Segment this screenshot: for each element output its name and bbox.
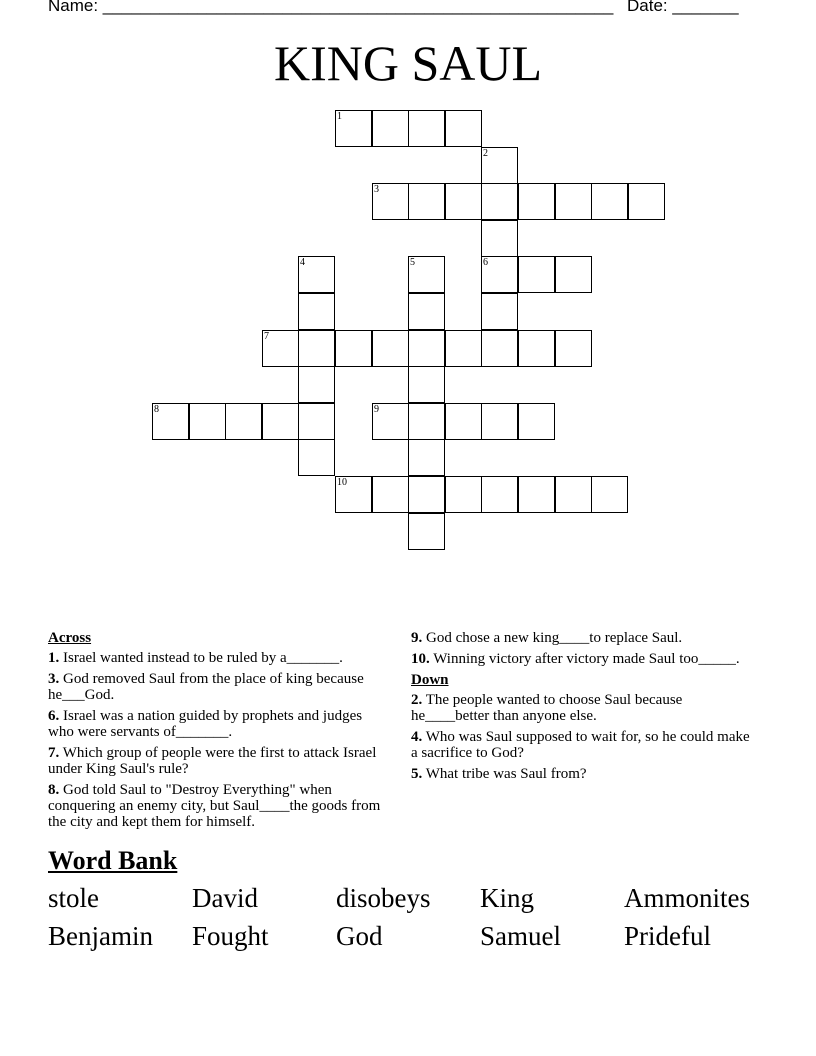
word-bank-item: stole (48, 883, 99, 913)
grid-cell[interactable] (518, 183, 555, 220)
grid-cell[interactable] (445, 403, 482, 440)
cell-number: 2 (483, 148, 488, 159)
word-bank (48, 882, 788, 952)
grid-cell[interactable] (335, 476, 372, 513)
grid-cell[interactable] (481, 403, 518, 440)
grid-cell[interactable] (445, 110, 482, 147)
clue-text: Who was Saul supposed to wait for, so he could make a sacrifice to God? (411, 729, 750, 761)
word-bank-item: Ammonites (624, 883, 750, 913)
word-bank-item: Benjamin (48, 921, 153, 951)
clue-across-10 (411, 651, 751, 667)
grid-cell[interactable] (481, 293, 518, 330)
grid-cell[interactable] (481, 183, 518, 220)
clue-number: 1. (48, 650, 60, 666)
clue-down-2 (411, 692, 751, 724)
grid-cell[interactable] (372, 183, 409, 220)
clue-number: 7. (48, 745, 60, 761)
clue-down-4 (411, 729, 751, 761)
grid-cell[interactable] (445, 183, 482, 220)
clue-across-3 (48, 671, 388, 703)
name-line: Name: ______________________________________________________ (48, 0, 614, 15)
clue-number: 8. (48, 782, 60, 798)
grid-cell[interactable] (298, 330, 335, 367)
grid-cell[interactable] (262, 403, 299, 440)
grid-cell[interactable] (518, 403, 555, 440)
grid-cell[interactable] (481, 220, 518, 257)
cell-number: 7 (264, 331, 269, 342)
grid-cell[interactable] (591, 476, 628, 513)
grid-cell[interactable] (481, 476, 518, 513)
word-bank-item: Fought (192, 921, 269, 951)
clue-text: The people wanted to choose Saul because he____better than anyone else. (411, 692, 683, 724)
grid-cell[interactable] (628, 183, 665, 220)
grid-cell[interactable] (408, 330, 445, 367)
clue-down-5 (411, 766, 751, 782)
word-bank-item: David (192, 883, 258, 913)
grid-cell[interactable] (445, 330, 482, 367)
cell-number: 3 (374, 184, 379, 195)
clue-text: Winning victory after victory made Saul too_____. (433, 651, 740, 667)
cell-number: 4 (300, 257, 305, 268)
clues-column-right (411, 630, 751, 787)
clue-across-6 (48, 708, 388, 740)
cell-number: 8 (154, 404, 159, 415)
word-bank-item: disobeys (336, 883, 431, 913)
cell-number: 1 (337, 111, 342, 122)
grid-cell[interactable] (408, 256, 445, 293)
grid-cell[interactable] (408, 513, 445, 550)
grid-cell[interactable] (408, 366, 445, 403)
grid-cell[interactable] (225, 403, 262, 440)
clue-number: 9. (411, 630, 423, 646)
grid-cell[interactable] (555, 256, 592, 293)
cell-number: 5 (410, 257, 415, 268)
grid-cell[interactable] (298, 439, 335, 476)
cell-number: 6 (483, 257, 488, 268)
grid-cell[interactable] (481, 147, 518, 184)
clue-number: 2. (411, 692, 423, 708)
clue-text: What tribe was Saul from? (425, 766, 587, 782)
grid-cell[interactable] (445, 476, 482, 513)
clue-text: God chose a new king____to replace Saul. (426, 630, 683, 646)
grid-cell[interactable] (335, 110, 372, 147)
grid-cell[interactable] (372, 476, 409, 513)
grid-cell[interactable] (555, 330, 592, 367)
clue-across-7 (48, 745, 388, 777)
date-line: Date: _______ (627, 0, 739, 15)
grid-cell[interactable] (335, 330, 372, 367)
clue-across-8 (48, 782, 388, 830)
grid-cell[interactable] (372, 110, 409, 147)
clue-text: Israel wanted instead to be ruled by a_______. (63, 650, 343, 666)
grid-cell[interactable] (152, 403, 189, 440)
clues-column-left (48, 630, 388, 835)
grid-cell[interactable] (298, 256, 335, 293)
grid-cell[interactable] (518, 256, 555, 293)
grid-cell[interactable] (298, 403, 335, 440)
clue-number: 6. (48, 708, 60, 724)
word-bank-item: King (480, 883, 534, 913)
grid-cell[interactable] (298, 293, 335, 330)
grid-cell[interactable] (408, 293, 445, 330)
grid-cell[interactable] (518, 330, 555, 367)
clue-text: Israel was a nation guided by prophets and judges who were servants of_______. (48, 708, 363, 740)
grid-cell[interactable] (408, 403, 445, 440)
clue-number: 10. (411, 651, 430, 667)
grid-cell[interactable] (408, 439, 445, 476)
clue-across-9 (411, 630, 751, 646)
grid-cell[interactable] (555, 183, 592, 220)
word-bank-item: Samuel (480, 921, 561, 951)
grid-cell[interactable] (372, 330, 409, 367)
clue-across-1 (48, 650, 388, 666)
cell-number: 10 (337, 477, 347, 488)
grid-cell[interactable] (481, 330, 518, 367)
page-title: KING SAUL (273, 35, 543, 91)
clue-text: Which group of people were the first to attack Israel under King Saul's rule? (48, 745, 377, 777)
down-heading: Down (411, 672, 449, 688)
grid-cell[interactable] (481, 256, 518, 293)
clue-number: 5. (411, 766, 423, 782)
grid-cell[interactable] (591, 183, 628, 220)
cell-number: 9 (374, 404, 379, 415)
grid-cell[interactable] (298, 366, 335, 403)
grid-cell[interactable] (262, 330, 299, 367)
word-bank-item: God (336, 921, 383, 951)
grid-cell[interactable] (518, 476, 555, 513)
clue-text: God removed Saul from the place of king because he___God. (48, 671, 364, 703)
grid-cell[interactable] (408, 476, 445, 513)
grid-cell[interactable] (555, 476, 592, 513)
across-heading: Across (48, 630, 92, 646)
grid-cell[interactable] (408, 183, 445, 220)
clue-number: 3. (48, 671, 60, 687)
clue-text: God told Saul to "Destroy Everything" when conquering an enemy city, but Saul____the goods from the city and kept them for himself. (48, 782, 381, 830)
word-bank-item: Prideful (624, 921, 711, 951)
grid-cell[interactable] (372, 403, 409, 440)
grid-cell[interactable] (189, 403, 226, 440)
clue-number: 4. (411, 729, 423, 745)
grid-cell[interactable] (408, 110, 445, 147)
word-bank-title: Word Bank (48, 846, 178, 875)
